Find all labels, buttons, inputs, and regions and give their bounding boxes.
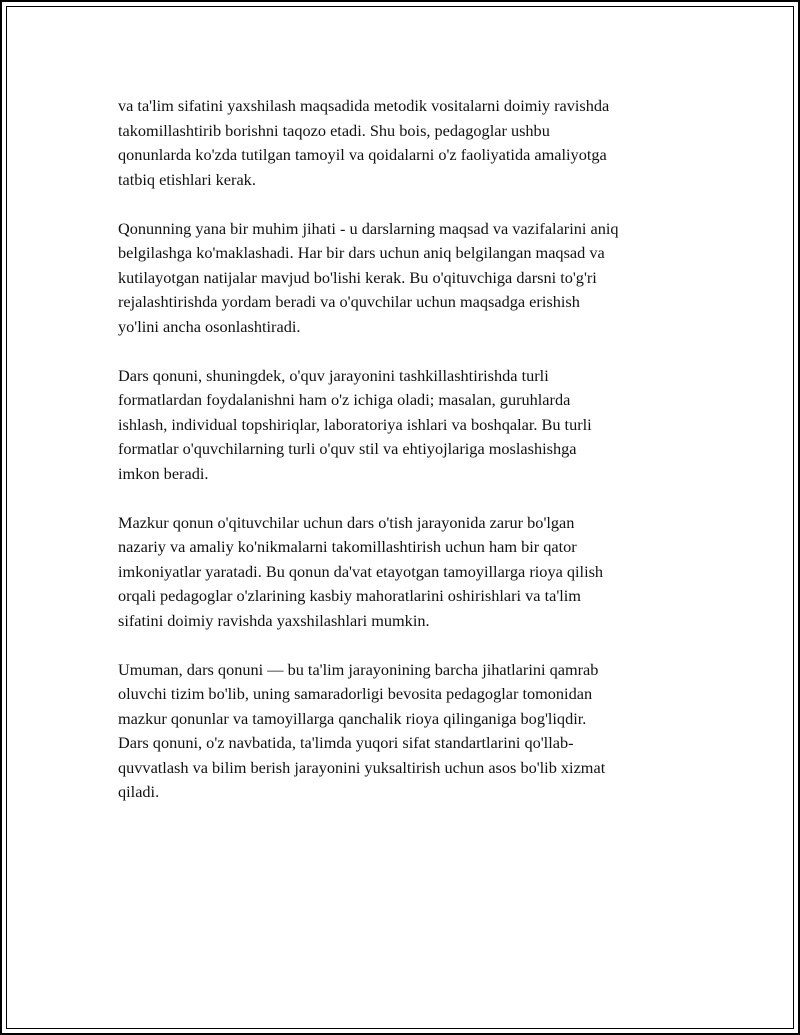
text-line: orqali pedagoglar o'zlarining kasbiy mahoratlarini oshirishlari va ta'lim — [118, 586, 581, 605]
text-line: Umuman, dars qonuni — bu ta'lim jarayonining barcha jihatlarini qamrab — [118, 659, 599, 679]
text-line: qiladi. — [118, 782, 160, 801]
paragraph-4 — [118, 511, 698, 634]
text-line: imkon beradi. — [118, 463, 209, 483]
text-line: yo'lini ancha osonlashtiradi. — [118, 316, 301, 336]
text-line: oluvchi tizim bo'lib, uning samaradorligi bevosita pedagoglar tomonidan — [118, 684, 593, 703]
text-line: va ta'lim sifatini yaxshilash maqsadida metodik vositalarni doimiy ravishda — [118, 96, 610, 115]
text-line: Mazkur qonun o'qituvchilar uchun dars o'tish jarayonida zarur bo'lgan — [118, 512, 575, 532]
paragraph-5 — [118, 658, 698, 805]
text-line: ishlash, individual topshiriqlar, laboratoriya ishlari va boshqalar. Bu turli — [118, 414, 592, 434]
text-line: Dars qonuni, shuningdek, o'quv jarayonini tashkillashtirishda turli — [118, 365, 549, 385]
text-line: mazkur qonunlar va tamoyillarga qanchalik rioya qilinganiga bog'liqdir. — [118, 708, 587, 728]
text-line: sifatini doimiy ravishda yaxshilashlari mumkin. — [118, 610, 430, 630]
text-line: imkoniyatlar yaratadi. Bu qonun da'vat etayotgan tamoyillarga rioya qilish — [118, 561, 604, 581]
text-line: formatlardan foydalanishni ham o'z ichiga oladi; masalan, guruhlarda — [118, 390, 571, 409]
text-line: Qonunning yana bir muhim jihati - u darslarning maqsad va vazifalarini aniq — [118, 218, 619, 238]
text-line: rejalashtirishda yordam beradi va o'quvchilar uchun maqsadga erishish — [118, 292, 580, 311]
paragraph-3 — [118, 364, 698, 487]
text-line: tatbiq etishlari kerak. — [118, 169, 256, 189]
text-line: takomillashtirib borishni taqozo etadi. Shu bois, pedagoglar ushbu — [118, 120, 550, 140]
text-line: kutilayotgan natijalar mavjud bo'lishi kerak. Bu o'qituvchiga darsni to'g'ri — [118, 267, 597, 287]
text-line: formatlar o'quvchilarning turli o'quv stil va ehtiyojlariga moslashishga — [118, 439, 577, 458]
text-line: qonunlarda ko'zda tutilgan tamoyil va qoidalarni o'z faoliyatida amaliyotga — [118, 145, 607, 164]
paragraph-2 — [118, 217, 698, 340]
document-body — [118, 94, 698, 829]
paragraph-1 — [118, 94, 698, 192]
text-line: belgilashga ko'maklashadi. Har bir dars uchun aniq belgilangan maqsad va — [118, 243, 605, 262]
text-line: nazariy va amaliy ko'nikmalarni takomillashtirish uchun ham bir qator — [118, 537, 577, 556]
text-line: Dars qonuni, o'z navbatida, ta'limda yuqori sifat standartlarini qo'llab- — [118, 733, 574, 752]
text-line: quvvatlash va bilim berish jarayonini yuksaltirish uchun asos bo'lib xizmat — [118, 757, 606, 777]
